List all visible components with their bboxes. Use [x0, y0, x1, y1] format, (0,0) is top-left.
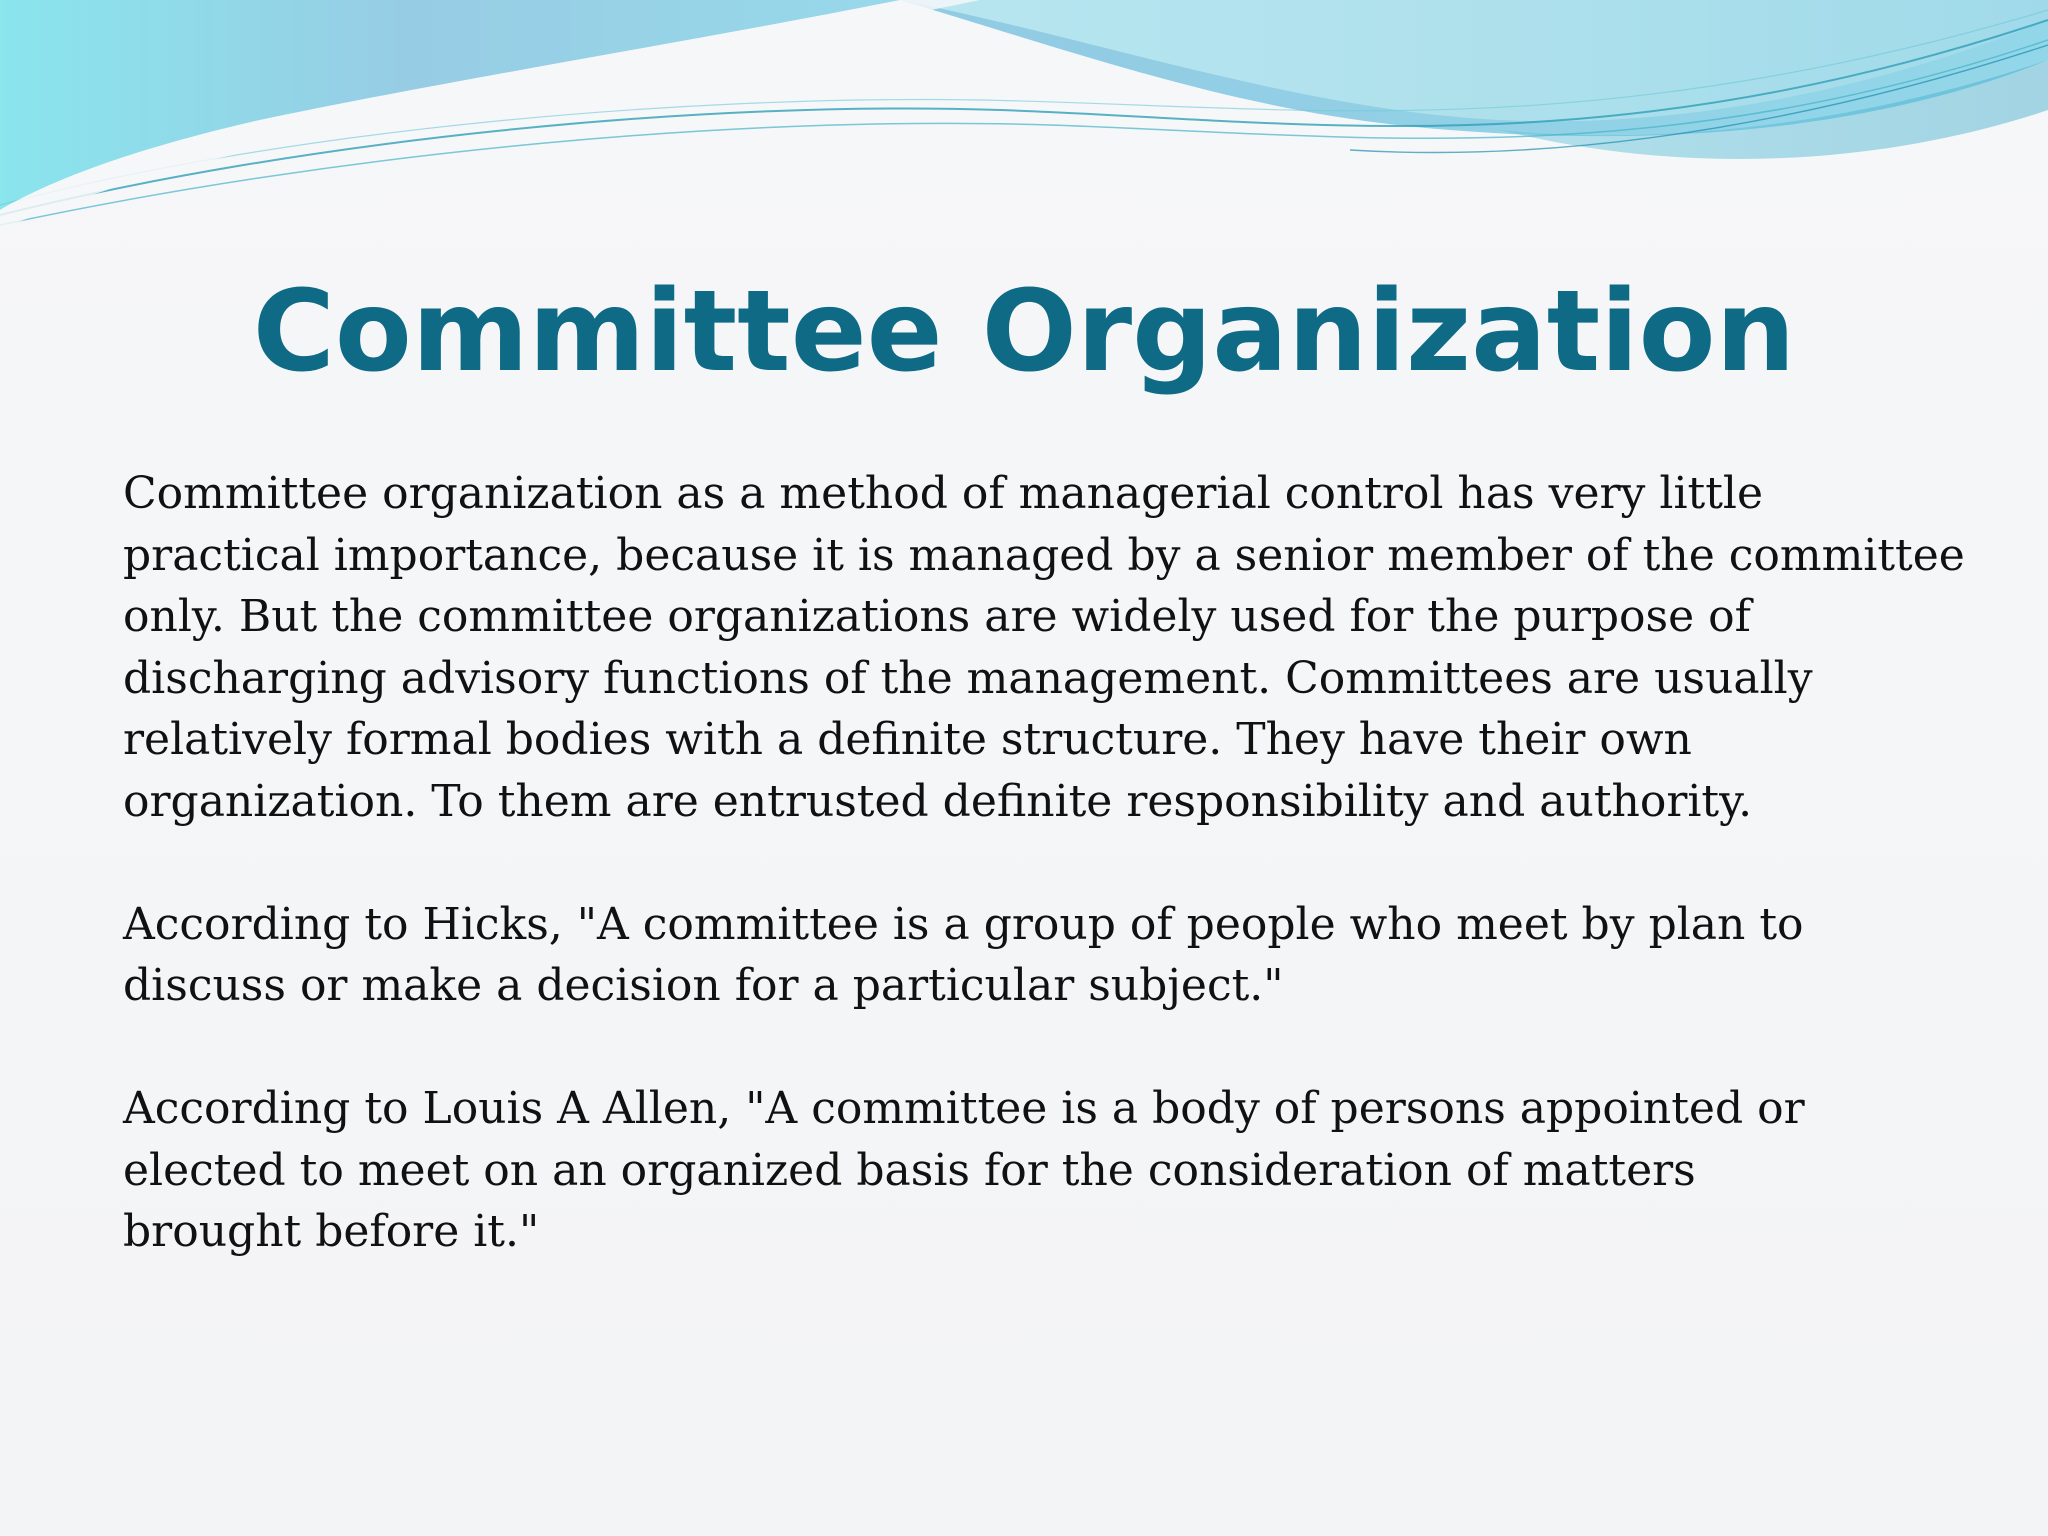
slide-title: Committee Organization [252, 267, 1796, 397]
text-line: elected to meet on an organized basis for the consideration of matters [123, 1144, 1696, 1196]
text-line: discuss or make a decision for a particular subject." [123, 960, 1284, 1011]
text-line: practical importance, because it is managed by a senior member of the committee [123, 529, 1965, 581]
decorative-wave-header [0, 0, 2048, 260]
text-line: Committee organization as a method of managerial control has very little [123, 468, 1764, 519]
slide-body [123, 463, 1965, 1324]
text-line: discharging advisory functions of the management. Committees are usually [123, 652, 1813, 704]
text-line: only. But the committee organizations are widely used for the purpose of [123, 591, 1751, 642]
text-line: relatively formal bodies with a definite structure. They have their own [123, 714, 1692, 765]
text-line: According to Hicks, "A committee is a group of people who meet by plan to [123, 898, 1804, 950]
paragraph-intro [123, 463, 1965, 832]
paragraph-allen-definition [123, 1078, 1943, 1263]
text-line: brought before it." [123, 1206, 540, 1257]
text-line: According to Louis A Allen, "A committee is a body of persons appointed or [123, 1083, 1805, 1134]
paragraph-hicks-definition [123, 894, 1943, 1017]
text-line: organization. To them are entrusted definite responsibility and authority. [123, 775, 1753, 827]
